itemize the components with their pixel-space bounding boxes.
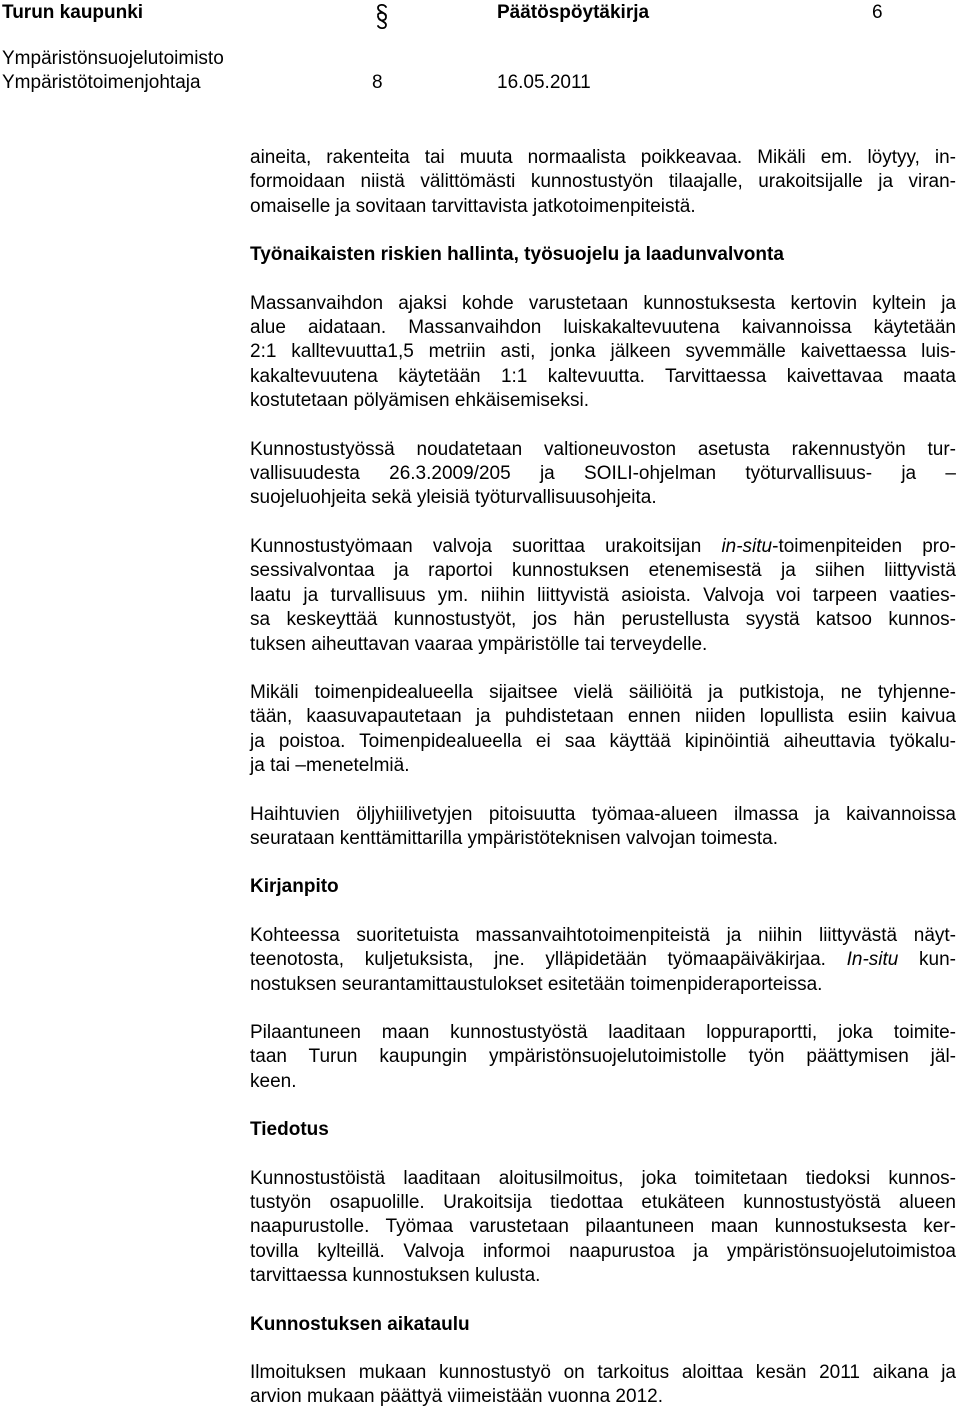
text-line: 2:1 kalltevuutta1,5 metriin asti, jonka jälkeen syvemmälle kaivettaessa luis- (250, 341, 956, 363)
italic-term: In-situ (846, 949, 899, 971)
paragraph (250, 1167, 956, 1289)
section-heading: Kunnostuksen aikataulu (250, 1313, 470, 1335)
section-number: 8 (372, 72, 383, 93)
text-line: Kunnostustyössä noudatetaan valtioneuvoston asetusta rakennustyön tur- (250, 438, 956, 460)
text-line: sessivalvontaa ja raportoi kunnostuksen etenemisestä ja siihen liittyvistä (250, 560, 956, 582)
text-line: Kunnostustöistä laaditaan aloitusilmoitus, joka toimitetaan tiedoksi kunnos- (250, 1167, 956, 1189)
text-line: nostuksen seurantamittaustulokset esitetään toimenpideraporteissa. (250, 973, 823, 995)
text-run: -toimenpiteiden pro- (772, 535, 956, 557)
section-heading: Tiedotus (250, 1119, 329, 1141)
text-run: Kunnostustyömaan valvoja suorittaa urakoitsijan (250, 535, 722, 557)
document-body (250, 146, 956, 1410)
paragraph (250, 535, 956, 657)
page-number: 6 (872, 2, 883, 23)
text-run: teenotosta, kuljetuksista, jne. ylläpidetään työmaapäiväkirjaa. (250, 949, 847, 971)
text-line: suojeluohjeita sekä yleisiä työturvallisuusohjeita. (250, 487, 657, 509)
paragraph (250, 292, 956, 414)
city-name: Turun kaupunki (2, 2, 144, 23)
document-type: Päätöspöytäkirja (497, 2, 650, 23)
text-line: laatu ja turvallisuus ym. niihin liittyvistä asioista. Valvoja voi tarpeen vaaties- (250, 584, 956, 606)
text-line (250, 948, 956, 972)
text-line: Massanvaihdon ajaksi kohde varustetaan kunnostuksesta kertovin kyltein ja (250, 292, 956, 314)
text-line: naapurustolle. Työmaa varustetaan pilaantuneen maan kunnostuksesta ker- (250, 1216, 956, 1238)
paragraph (250, 1021, 956, 1094)
text-line: arvion mukaan päättyä viimeistään vuonna 2012. (250, 1386, 663, 1408)
paragraph (250, 438, 956, 511)
text-line: keen. (250, 1070, 297, 1092)
text-line: tustyön osapuolille. Urakoitsija tiedottaa etukäteen kunnostustyöstä alueen (250, 1192, 956, 1213)
document-header (0, 0, 960, 100)
paragraph (250, 803, 956, 852)
text-line: tarvittaessa kunnostuksen kulusta. (250, 1265, 541, 1287)
text-line: Pilaantuneen maan kunnostustyöstä laaditaan loppuraportti, joka toimite- (250, 1021, 956, 1043)
official-title: Ympäristötoimenjohtaja (2, 72, 201, 93)
text-line: seurataan kenttämittarilla ympäristöteknisen valvojan toimesta. (250, 827, 779, 849)
text-line: alue aidataan. Massanvaihdon luiskakaltevuutena kaivannoissa käytetään (250, 317, 956, 339)
section-sign-icon (372, 2, 392, 32)
text-line: aineita, rakenteita tai muuta normaalista poikkeavaa. Mikäli em. löytyy, in- (250, 147, 956, 168)
text-line: tovilla kylteillä. Valvoja informoi naapurustoa ja ympäristönsuojelutoimistoa (250, 1240, 956, 1262)
text-line: ja poistoa. Toimenpidealueella ei saa käyttää kipinöintiä aiheuttavia työkalu- (250, 730, 956, 752)
paragraph (250, 146, 956, 219)
text-line: vallisuudesta 26.3.2009/205 ja SOILI-ohjelman työturvallisuus- ja – (250, 463, 956, 485)
text-run: kun- (898, 949, 956, 971)
text-line: Kohteessa suoritetuista massanvaihtotoimenpiteistä ja niihin liittyvästä näyt- (250, 924, 956, 946)
text-line: Ilmoituksen mukaan kunnostustyö on tarkoitus aloittaa kesän 2011 aikana ja (250, 1362, 956, 1384)
text-line: tuksen aiheuttavan vaaraa ympäristölle tai terveydelle. (250, 633, 708, 655)
text-line (250, 535, 956, 559)
text-line: kakaltevuutena käytetään 1:1 kaltevuutta. Tarvittaessa kaivettavaa maata (250, 365, 956, 387)
text-line: Mikäli toimenpidealueella sijaitsee vielä säiliöitä ja putkistoja, ne tyhjenne- (250, 681, 956, 703)
text-line: sa keskeyttää kunnostustyöt, jos hän perustellusta syystä katsoo kunnos- (250, 609, 956, 631)
office-name: Ympäristönsuojelutoimisto (2, 48, 224, 69)
text-line: formoidaan niistä välittömästi kunnostustyön tilaajalle, urakoitsijalle ja viran- (250, 171, 956, 193)
text-line: ja tai –menetelmiä. (250, 755, 410, 777)
paragraph (250, 924, 956, 997)
text-line: Haihtuvien öljyhiilivetyjen pitoisuutta työmaa-alueen ilmassa ja kaivannoissa (250, 803, 956, 825)
text-line: omaiselle ja sovitaan tarvittavista jatkotoimenpiteistä. (250, 195, 696, 217)
section-heading: Työnaikaisten riskien hallinta, työsuojelu ja laadunvalvonta (250, 244, 784, 266)
section-heading: Kirjanpito (250, 876, 339, 898)
paragraph (250, 681, 956, 779)
paragraph (250, 1361, 956, 1410)
text-line: taan Turun kaupungin ympäristönsuojelutoimistolle työn päättymisen jäl- (250, 1046, 956, 1068)
text-line: tään, kaasuvapautetaan ja puhdistetaan ennen niiden lopullista esiin kaivua (250, 706, 956, 728)
meeting-date: 16.05.2011 (497, 72, 591, 93)
italic-term: in-situ (721, 535, 773, 557)
text-line: kostutetaan pölyämisen ehkäisemiseksi. (250, 390, 590, 412)
